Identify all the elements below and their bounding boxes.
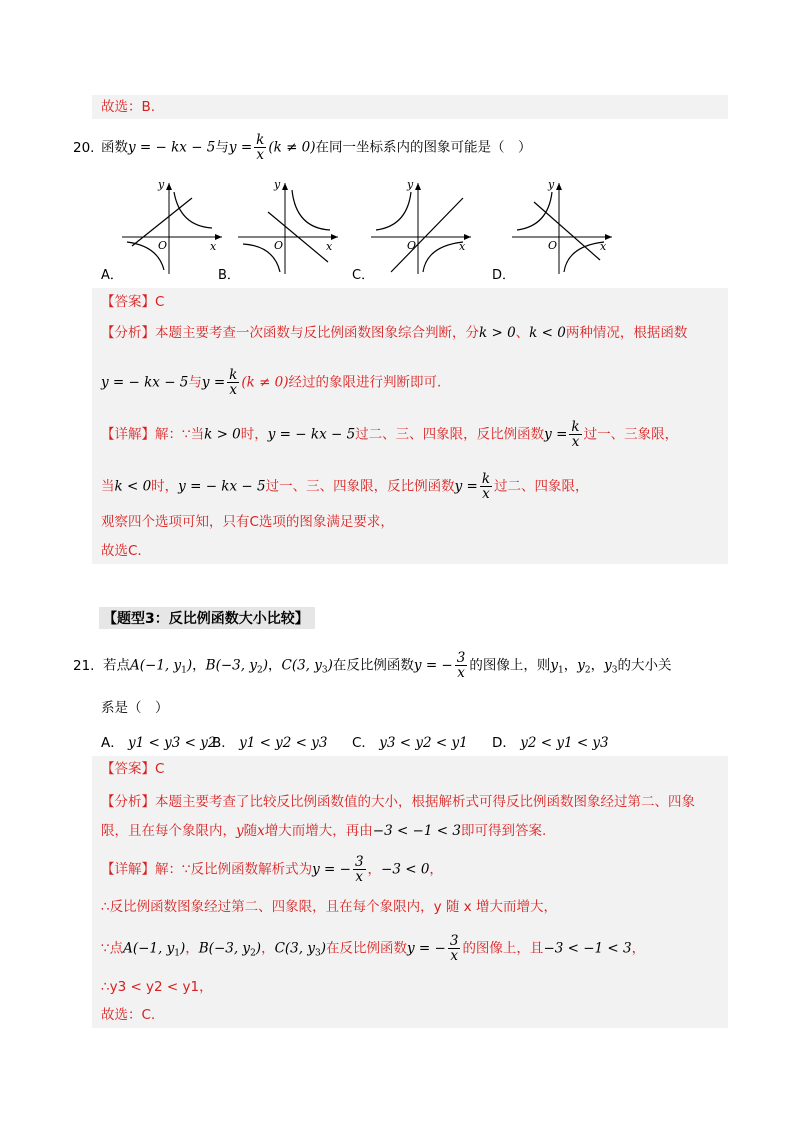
option-c-label: C． [352, 268, 375, 283]
q20-detail-line-2: 当k < 0时，y = − kx − 5过一、三、四象限，反比例函数y = $\frac{k}{x}$ 过二、四象限， [101, 471, 589, 502]
y-axis-label: y [158, 178, 165, 191]
graph-option-b [238, 178, 338, 274]
option-d-label: D． [492, 268, 516, 283]
q21-analysis-line-2: 限，且在每个象限内，y随x增大而增大，再由−3 < −1 < 3即可得到答案. [101, 823, 547, 839]
origin-label: O [158, 239, 168, 252]
q21-detail-line-1: 【详解】解：∵反比例函数解析式为y = − $\frac{3}{x}$ ，−3 < 0， [101, 854, 443, 885]
q20-answer: 【答案】C [101, 294, 165, 310]
option-b-label: B． [218, 268, 240, 283]
question-21-number: 21. [73, 658, 95, 674]
q20-detail-line-1: 【详解】解：∵当k > 0时，y = − kx − 5过二、三、四象限，反比例函数y = $\frac{k}{x}$ 过一、三象限， [101, 419, 679, 450]
svg-text:x: x [600, 240, 607, 253]
svg-text:O: O [274, 239, 284, 252]
option-a-label: A． [101, 268, 123, 283]
q21-analysis-line-1: 【分析】本题主要考查了比较反比例函数值的大小，根据解析式可得反比例函数图象经过第二、四象 [101, 794, 695, 810]
question-21-stem-line-1: 若点A(−1, $y_1$)，B(−3, $y_2$)，C(3, $y_3$)在反比例函数y = − $\frac{3}{x}$ 的图像上，则$y_1$，$y_2$，$y_3$的大小关 [103, 650, 672, 681]
q20-analysis-line-1: 【分析】本题主要考查一次函数与反比例函数图象综合判断，分k > 0、k < 0两种情况，根据函数 [101, 325, 688, 341]
q20-detail-line-4: 故选C. [101, 543, 142, 559]
q20-detail-line-3: 观察四个选项可知，只有C选项的图象满足要求， [101, 514, 394, 530]
svg-text:y: y [274, 178, 281, 191]
graph-option-c [371, 178, 471, 274]
q20-analysis-line-2: y = − kx − 5与y = $\frac{k}{x}$ (k ≠ 0)经过的象限进行判断即可. [101, 367, 442, 398]
q21-detail-line-5: 故选：C. [101, 1007, 156, 1023]
svg-text:x: x [326, 240, 333, 253]
q21-detail-line-2: ∴反比例函数图象经过第二、四象限，且在每个象限内，y 随 x 增大而增大， [101, 899, 557, 915]
q21-answer: 【答案】C [101, 761, 165, 777]
svg-text:O: O [407, 239, 417, 252]
q21-detail-line-3: ∵点A(−1, $y_1$)，B(−3, $y_2$)，C(3, $y_3$)在反比例函数y = − $\frac{3}{x}$ 的图像上，且−3 < −1 < 3， [101, 933, 646, 964]
section-heading: 【题型3：反比例函数大小比较】 [99, 607, 315, 629]
previous-answer: 故选：B. [101, 99, 156, 115]
x-axis-label: x [210, 240, 217, 253]
question-20-number: 20. [73, 140, 95, 156]
svg-text:y: y [548, 178, 555, 191]
q21-detail-line-4: ∴y3 < y2 < y1， [101, 979, 213, 995]
graph-option-d [512, 178, 612, 274]
q21-option-d: D． y2 < y1 < y3 [492, 735, 609, 751]
q21-option-b: B． y1 < y2 < y3 [212, 735, 328, 751]
svg-text:x: x [459, 240, 466, 253]
previous-answer-block [92, 95, 728, 119]
svg-text:y: y [407, 178, 414, 191]
svg-text:O: O [548, 239, 558, 252]
q21-option-a: A． y1 < y3 < y2 [101, 735, 217, 751]
q21-option-c: C． y3 < y2 < y1 [352, 735, 468, 751]
question-21-stem-line-2: 系是（ ） [101, 700, 169, 716]
question-20-stem: 函数y = − kx − 5与y = $\frac{k}{x}$ (k ≠ 0)在同一坐标系内的图象可能是（ ） [101, 132, 532, 163]
graph-option-a [122, 178, 222, 274]
